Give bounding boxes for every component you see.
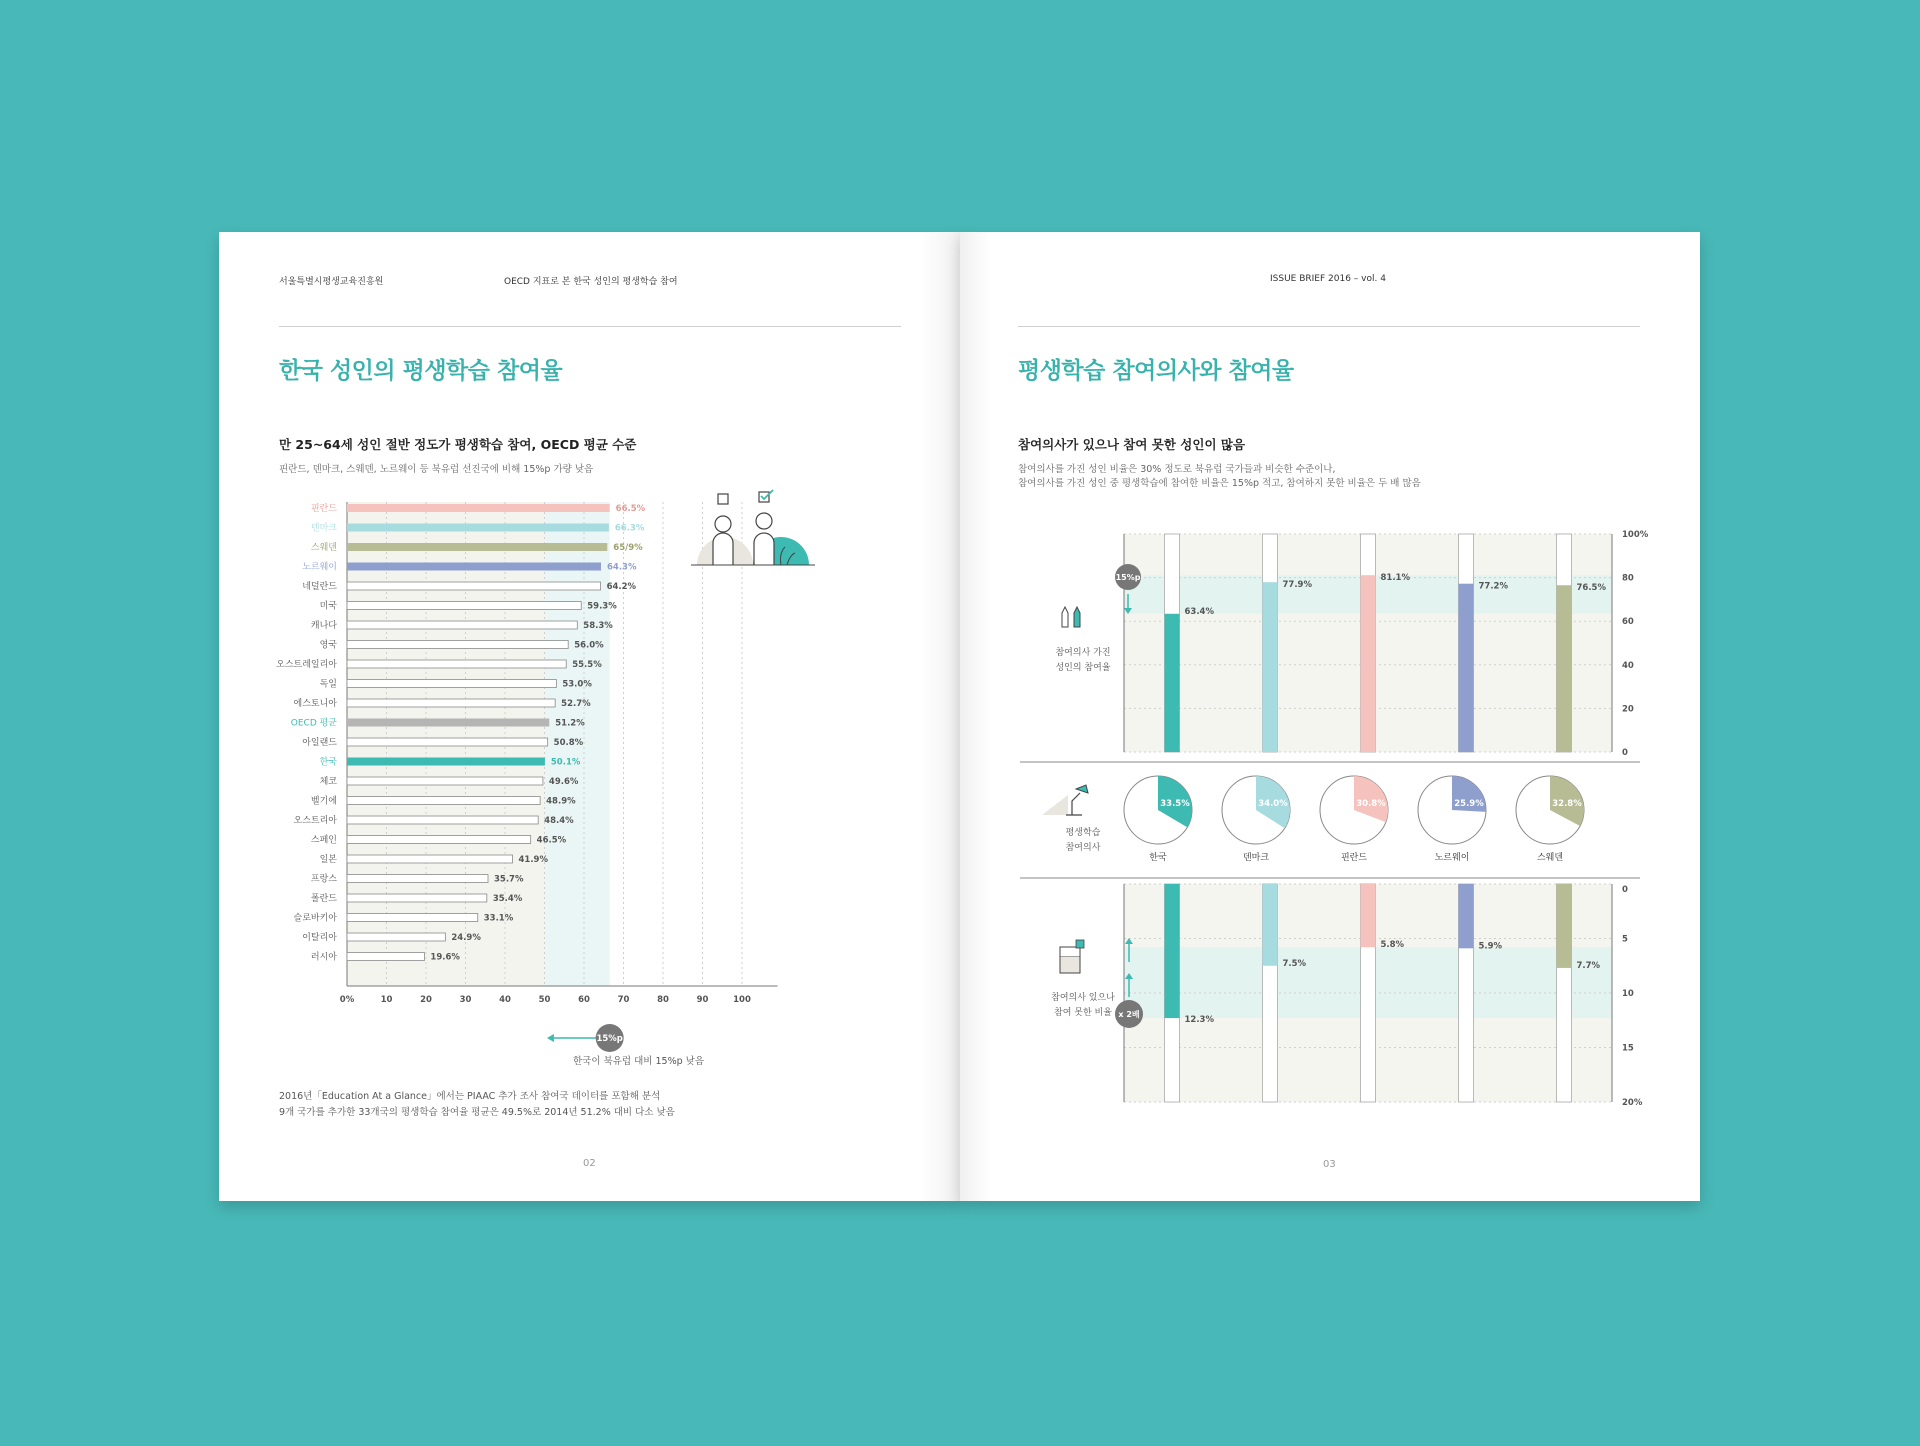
value-label: 52.7% — [561, 699, 591, 709]
y-tick-label: 100% — [1622, 530, 1649, 540]
category-label: 네덜란드 — [302, 582, 337, 592]
bar — [1165, 614, 1180, 752]
bar — [347, 543, 607, 551]
y-tick-label: 60 — [1622, 617, 1634, 628]
left-page — [219, 232, 960, 1201]
value-label: 66.3% — [614, 523, 645, 534]
bar — [347, 875, 488, 883]
bar — [347, 524, 609, 532]
country-label: 스웨덴 — [1536, 853, 1564, 863]
section-description-2: 참여의사를 가진 성인 중 평생학습에 참여한 비율은 15%p 적고, 참여하지 못한 비율은 두 배 많음 — [1018, 478, 1421, 489]
category-label: 아일랜드 — [302, 738, 337, 748]
value-label: 33.1% — [483, 913, 514, 924]
page-title: 한국 성인의 평생학습 참여율 — [279, 358, 563, 384]
bar — [347, 641, 568, 649]
category-label: 에스토니아 — [293, 699, 337, 709]
page-number: 03 — [1323, 1159, 1336, 1170]
x-tick-label: 100 — [733, 995, 751, 1005]
hand-right-icon — [1074, 607, 1080, 627]
footnote-line-1: 2016년「Education At a Glance」에서는 PIAAC 추가 조사 참여국 데이터를 포함해 분석 — [279, 1091, 661, 1102]
gap-badge-text: 15%p — [1115, 573, 1141, 582]
row1-label-line1: 참여의사 가진 — [1055, 648, 1111, 658]
value-label: 53.0% — [562, 679, 592, 690]
people-illustration — [691, 490, 815, 565]
country-label: 한국 — [1149, 853, 1167, 863]
gap-badge-text: 15%p — [596, 1034, 623, 1044]
category-label: 체코 — [319, 777, 337, 787]
value-label: 12.3% — [1184, 1015, 1214, 1026]
bar — [347, 758, 545, 766]
bar — [347, 660, 566, 668]
pie-value-label: 30.8% — [1356, 799, 1386, 809]
y-tick-label: 20% — [1622, 1098, 1643, 1108]
row2-label-line1: 평생학습 — [1065, 828, 1101, 838]
category-label: 이탈리아 — [302, 933, 337, 943]
person-head-icon — [715, 516, 731, 532]
desk-lamp-icon — [1042, 785, 1088, 815]
x-tick-label: 20 — [420, 995, 432, 1005]
category-label: 미국 — [319, 601, 337, 612]
right-page — [960, 232, 1700, 1201]
gap-note: 한국이 북유럽 대비 15%p 낮음 — [573, 1056, 704, 1067]
value-label: 35.4% — [492, 894, 523, 904]
x-tick-label: 40 — [499, 995, 511, 1005]
lamp-light-shape — [1042, 795, 1068, 815]
bar — [347, 582, 601, 590]
category-label: 덴마크 — [310, 523, 337, 534]
row3-label-line1: 참여의사 있으나 — [1051, 993, 1115, 1003]
category-label: 캐나다 — [310, 621, 337, 631]
bar — [347, 836, 531, 844]
bar — [1459, 584, 1474, 752]
category-label: 스페인 — [310, 835, 337, 846]
y-tick-label: 0 — [1622, 748, 1628, 758]
bar — [347, 563, 601, 571]
value-label: 7.7% — [1576, 960, 1601, 971]
section-subtitle: 만 25~64세 성인 절반 정도가 평생학습 참여, OECD 평균 수준 — [279, 437, 637, 452]
value-label: 55.5% — [572, 660, 602, 670]
category-label: 오스트리아 — [293, 816, 337, 826]
x-tick-label: 70 — [617, 995, 630, 1005]
category-label: 슬로바키아 — [293, 913, 337, 924]
person-body-icon — [754, 533, 774, 565]
value-label: 35.7% — [494, 874, 524, 885]
value-label: 81.1% — [1380, 573, 1410, 584]
row2-label-line2: 참여의사 — [1065, 843, 1101, 853]
value-label: 5.8% — [1380, 940, 1405, 951]
y-tick-label: 15 — [1622, 1043, 1634, 1054]
value-label: 19.6% — [430, 952, 460, 963]
category-label: 오스트레일리아 — [276, 660, 337, 670]
pie-value-label: 32.8% — [1552, 799, 1582, 809]
person-body-icon — [713, 533, 733, 565]
category-label: 핀란드 — [310, 504, 337, 514]
bar — [347, 738, 548, 746]
category-label: 노르웨이 — [302, 562, 337, 573]
y-tick-label: 80 — [1622, 573, 1634, 584]
value-label: 51.2% — [555, 718, 585, 729]
value-label: 5.9% — [1478, 941, 1503, 952]
x-tick-label: 60 — [578, 995, 590, 1005]
page-title: 평생학습 참여의사와 참여율 — [1018, 358, 1294, 384]
country-label: 덴마크 — [1242, 853, 1270, 863]
bar — [347, 602, 581, 610]
bar — [347, 855, 513, 863]
desk-book — [1076, 940, 1084, 948]
double-badge-text: x 2배 — [1118, 1010, 1140, 1019]
footnote-line-2: 9개 국가를 추가한 33개국의 평생학습 참여율 평균은 49.5%로 2014년 51.2% 대비 다소 낮음 — [279, 1107, 675, 1118]
row1-label-line2: 성인의 참여율 — [1055, 663, 1111, 673]
section-subtitle: 참여의사가 있으나 참여 못한 성인이 많음 — [1018, 437, 1246, 452]
bar — [1165, 884, 1180, 1018]
issue-brief-label: ISSUE BRIEF 2016 – vol. 4 — [1270, 274, 1386, 284]
bar — [1557, 585, 1572, 752]
value-label: 77.9% — [1282, 580, 1312, 591]
value-label: 56.0% — [574, 640, 604, 651]
gap-arrow-head — [547, 1034, 554, 1042]
empty-checkbox-icon — [718, 494, 728, 504]
intent-participation-chart — [960, 232, 1700, 1201]
category-label: 한국 — [319, 757, 337, 768]
section-description: 핀란드, 덴마크, 스웨덴, 노르웨이 등 북유럽 선진국에 비해 15%p 가량 낮음 — [279, 464, 594, 475]
bar — [347, 816, 538, 824]
bar — [347, 933, 445, 941]
desk-top — [1060, 947, 1080, 957]
category-label: 러시아 — [310, 952, 337, 963]
raised-hands-icon — [1062, 607, 1080, 627]
checked-checkbox-icon — [759, 492, 769, 502]
bar — [1361, 575, 1376, 752]
y-tick-label: 0 — [1622, 885, 1628, 895]
bar — [347, 914, 478, 922]
bar — [1557, 884, 1572, 968]
bar — [347, 953, 424, 961]
x-tick-label: 0% — [339, 995, 355, 1005]
x-tick-label: 90 — [696, 995, 709, 1005]
desk-body — [1060, 957, 1080, 973]
x-tick-label: 10 — [380, 995, 393, 1005]
country-label: 핀란드 — [1340, 853, 1368, 863]
bar — [347, 504, 610, 512]
value-label: 49.6% — [548, 777, 579, 787]
bar — [347, 894, 487, 902]
bar — [1263, 884, 1278, 966]
category-label: 일본 — [319, 855, 337, 865]
page-number: 02 — [583, 1158, 596, 1169]
bar — [1459, 884, 1474, 948]
value-label: 41.9% — [518, 855, 549, 865]
x-tick-label: 30 — [459, 995, 472, 1005]
bar — [347, 680, 556, 688]
bar — [1361, 884, 1376, 947]
pie-value-label: 33.5% — [1160, 799, 1190, 809]
category-label: 벨기에 — [310, 796, 337, 807]
value-label: 48.9% — [546, 796, 576, 807]
pie-value-label: 34.0% — [1258, 799, 1288, 809]
empty-desk-icon — [1060, 940, 1084, 973]
value-label: 50.1% — [550, 757, 581, 768]
lamp-arm — [1066, 793, 1082, 815]
category-label: OECD 평균 — [290, 718, 337, 729]
value-label: 66.5% — [615, 504, 646, 514]
value-label: 7.5% — [1282, 958, 1307, 969]
document-title: OECD 지표로 본 한국 성인의 평생학습 참여 — [504, 277, 678, 287]
bar — [347, 777, 543, 785]
value-label: 65/9% — [613, 543, 643, 553]
value-label: 59.3% — [587, 601, 617, 612]
bar — [347, 719, 549, 727]
value-label: 63.4% — [1184, 606, 1214, 617]
x-tick-label: 80 — [657, 995, 669, 1005]
value-label: 76.5% — [1576, 583, 1606, 594]
category-label: 스웨덴 — [310, 543, 337, 553]
pie-value-label: 25.9% — [1454, 799, 1484, 809]
value-label: 46.5% — [536, 835, 567, 846]
row3-label-line2: 참여 못한 비율 — [1054, 1008, 1112, 1018]
category-label: 프랑스 — [310, 874, 337, 885]
value-label: 58.3% — [583, 621, 613, 631]
category-label: 영국 — [319, 640, 337, 651]
y-tick-label: 20 — [1622, 704, 1634, 715]
value-label: 24.9% — [451, 933, 481, 943]
hand-left-icon — [1062, 607, 1068, 627]
person-head-icon — [756, 513, 772, 529]
value-label: 77.2% — [1478, 581, 1508, 592]
value-label: 64.3% — [606, 562, 637, 573]
category-label: 독일 — [319, 679, 337, 690]
org-name: 서울특별시평생교육진흥원 — [279, 277, 384, 287]
value-label: 50.8% — [553, 738, 584, 748]
value-label: 64.2% — [606, 582, 637, 592]
category-label: 폴란드 — [310, 894, 337, 904]
x-tick-label: 50 — [538, 995, 551, 1005]
bar — [1263, 582, 1278, 752]
y-tick-label: 10 — [1622, 989, 1634, 999]
country-label: 노르웨이 — [1434, 853, 1470, 863]
bar — [347, 797, 540, 805]
value-label: 48.4% — [544, 816, 574, 826]
y-tick-label: 40 — [1622, 660, 1634, 671]
section-description-1: 참여의사를 가진 성인 비율은 30% 정도로 북유럽 국가들과 비슷한 수준이나, — [1018, 464, 1336, 475]
bar — [347, 699, 555, 707]
y-tick-label: 5 — [1622, 934, 1628, 945]
lamp-head — [1076, 785, 1088, 793]
bar — [347, 621, 577, 629]
